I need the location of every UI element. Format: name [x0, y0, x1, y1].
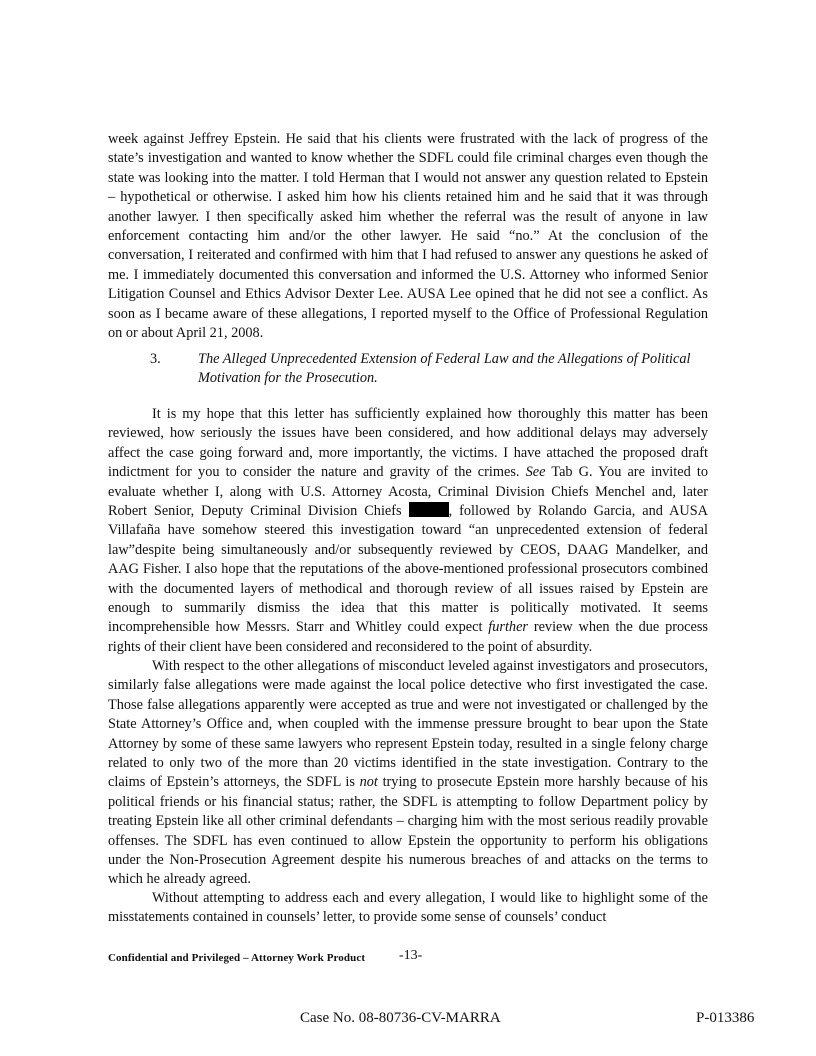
section-heading [150, 350, 710, 389]
paragraph-herman-conversation: week against Jeffrey Epstein. He said that his clients were frustrated with the lack of progress of the state’s investigation and wanted to know whether the SDFL could file criminal charges even though the state was looking into the matter. I told Herman that I would not answer any question related to Epstein – hypothetical or otherwise. I asked him how his clients retained him and he said that it was through another lawyer. I then specifically asked him whether the referral was the result of anyone in law enforcement contacting him and/or the other lawyer. He said “no.” At the conclusion of the conversation, I reiterated and confirmed with him that I had refused to answer any questions he asked of me. I immediately documented this conversation and informed the U.S. Attorney who informed Senior Litigation Counsel and Ethics Advisor Dexter Lee. AUSA Lee opined that he did not see a conflict. As soon as I became aware of these allegations, I reported myself to the Office of Professional Regulation on or about April 21, 2008. [108, 131, 708, 342]
confidential-footer: Confidential and Privileged – Attorney Work Product [108, 952, 366, 964]
paragraph-text: With respect to the other allegations of misconduct leveled against investigators and prosecutors, similarly false allegations were made against the local police detective who first investigated the case. Those false allegations apparently were accepted as true and were not investigated or challenged by the State Attorney’s Office and, when coupled with the immense pressure brought to bear upon the State Attorney by some of these same lawyers who represent Epstein today, resulted in a single felony charge related to only two of the more than 20 victims identified in the state investigation. Contrary to the claims of Epstein’s attorneys, the SDFL is [108, 658, 708, 791]
page-number: -13- [399, 948, 423, 963]
section-number: 3. [150, 351, 161, 367]
redaction-box [409, 502, 449, 517]
case-number: Case No. 08-80736-CV-MARRA [300, 1010, 501, 1026]
emphasis-further: further [488, 619, 528, 636]
paragraph-misconduct-allegations [108, 657, 708, 890]
emphasis-not: not [359, 774, 378, 791]
paragraph-text: review when the due process rights of their client have been considered and reconsidered to the point of absurdity. [108, 619, 708, 655]
paragraph-text: Tab G. You are invited to evaluate whether I, along with U.S. Attorney Acosta, Criminal Division Chiefs Menchel and, later Robert Senior, Deputy Criminal Division Chiefs [108, 464, 708, 520]
paragraph-text: trying to prosecute Epstein more harshly because of his political friends or his financial status; rather, the SDFL is attempting to follow Department policy by treating Epstein like all other criminal defendants – charging him with the most serious readily provable offenses. The SDFL has even continued to allow Epstein the opportunity to perform his obligations under the Non-Prosecution Agreement despite his numerous breaches of and attacks on the terms to which he already agreed. [108, 774, 708, 888]
section-title: The Alleged Unprecedented Extension of Federal Law and the Allegations of Political Motivation for the Prosecution. [198, 351, 691, 387]
paragraph-text: , followed by Rolando Garcia, and AUSA Villafaña have somehow steered this investigation toward “an unprecedented extension of federal law”despite being simultaneously and/or subsequently reviewed by CEOS, DAAG Mandelker, and AAG Fisher. I also hope that the reputations of the above-mentioned professional prosecutors combined with the documented layers of methodical and thorough review of all issues raised by Epstein are enough to summarily dismiss the idea that this matter is politically motivated. It seems incomprehensible how Messrs. Starr and Whitley could expect [108, 503, 708, 636]
bates-number: P-013386 [696, 1010, 755, 1026]
paragraph-review-thoroughness [108, 405, 708, 657]
see-signal: See [525, 464, 546, 481]
paragraph-text: It is my hope that this letter has sufficiently explained how thoroughly this matter has been reviewed, how seriously the issues have been considered, and how additional delays may adversely affect the case going forward and, more importantly, the victims. I have attached the proposed draft indictment for you to consider the nature and gravity of the crimes. [108, 406, 708, 481]
paragraph-misstatements: Without attempting to address each and every allegation, I would like to highlight some of the misstatements contained in counsels’ letter, to provide some sense of counsels’ conduct [108, 890, 708, 926]
